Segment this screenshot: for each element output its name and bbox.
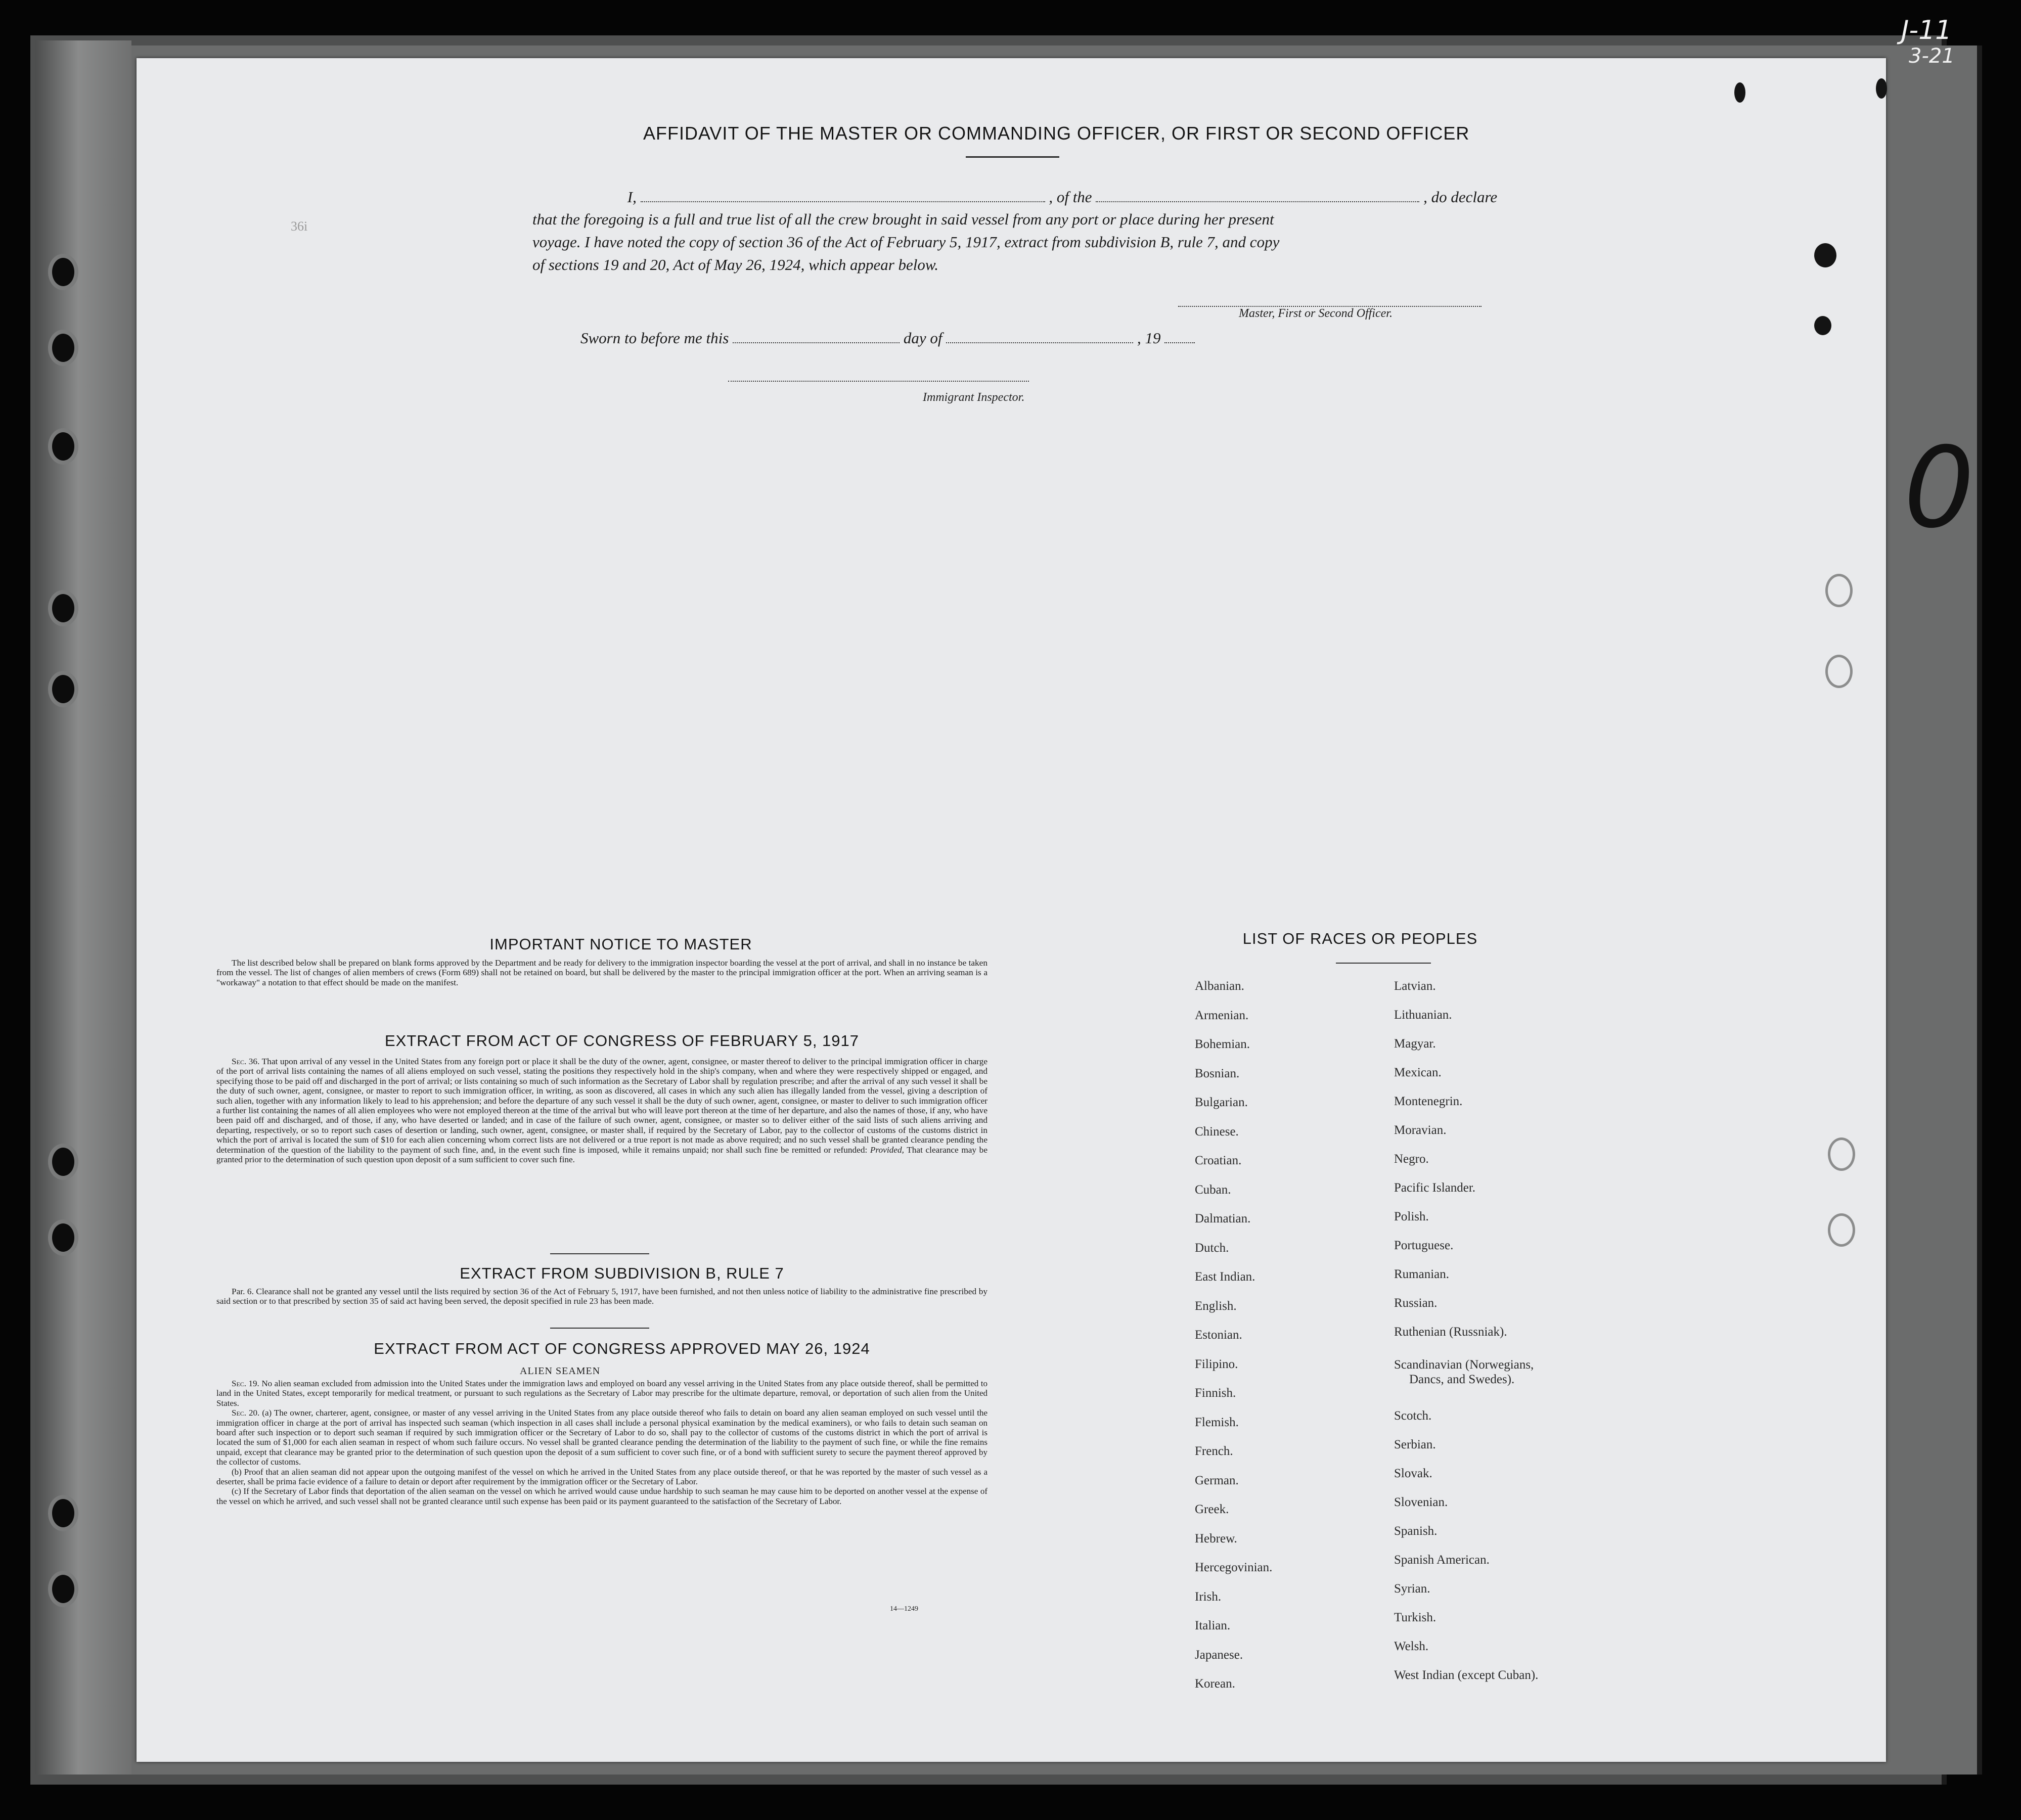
race-item: East Indian. [1195,1270,1255,1284]
race-item: Italian. [1195,1619,1231,1632]
sec19-label: Sec. 19. [232,1379,259,1388]
section-rule [550,1328,649,1329]
race-item: Welsh. [1394,1640,1429,1653]
race-item: Bulgarian. [1195,1096,1248,1109]
punch-hole [1814,243,1836,267]
race-item: Mexican. [1394,1066,1442,1079]
extract-rule7-body: Par. 6. Clearance shall not be granted any vessel until the lists required by section 36 of the Act of February 5, 1917, have been furnished, and not then unless notice of liability to the administrative fine prescribed by said section or to that prescribed by section 35 of said act having been served, the deposit specified in rule 23 has been made. [216,1287,987,1306]
race-item: Croatian. [1195,1154,1242,1167]
race-item: Serbian. [1394,1438,1436,1451]
race-item: Slovak. [1394,1467,1432,1480]
race-item: Negro. [1394,1152,1429,1166]
corner-note-top: J-11 [1901,15,1952,46]
race-item: Irish. [1195,1589,1222,1604]
sec20-label: Sec. 20. [232,1408,260,1418]
punch-hole [52,432,74,461]
extract-1924-title: EXTRACT FROM ACT OF CONGRESS APPROVED MAY 26, 1924 [374,1340,870,1357]
race-item: Slovenian. [1394,1495,1448,1509]
faint-stamp: 36i [291,219,308,234]
punch-hole [1814,316,1831,335]
sec20a-paragraph [216,1408,987,1467]
affidavit-line-2: that the foregoing is a full and true list of all the crew brought in said vessel from any port or place during her present [532,210,1274,228]
affidavit-i-label: I, [627,188,637,206]
race-item: Scotch. [1394,1409,1432,1423]
punch-hole [52,258,74,286]
notice-title: IMPORTANT NOTICE TO MASTER [489,935,752,953]
race-item: Finnish. [1195,1386,1236,1400]
corner-note-bottom: 3-21 [1909,44,1955,68]
race-item: Hebrew. [1195,1531,1237,1545]
race-item: Japanese. [1195,1648,1243,1662]
race-item: Moravian. [1394,1123,1447,1137]
punch-hole [52,1499,74,1527]
sec19-text: No alien seaman excluded from admission into the United States under the immigration laws and employed on board any vessel arriving in the United States from any place outside thereof, shall be permitted to land in the United States, except temporarily for medical treatment, or pursuant to such regulations as the Secretary of Labor may prescribe for the ultimate departure, removal, or deportation of such alien from the United States. [216,1379,987,1408]
race-item: Portuguese. [1394,1239,1454,1252]
race-item: Spanish American. [1394,1553,1490,1567]
extract-1917-body [216,1057,987,1164]
extract-rule7-title: EXTRACT FROM SUBDIVISION B, RULE 7 [460,1264,784,1282]
punch-hole-outline [1825,574,1853,607]
race-item: Scandinavian (Norwegians, [1394,1358,1534,1372]
punch-hole [52,675,74,703]
races-title: LIST OF RACES OR PEOPLES [1242,930,1478,947]
race-item: Bosnian. [1195,1066,1240,1080]
race-item: Filipino. [1195,1357,1238,1371]
race-item: Lithuanian. [1394,1008,1452,1022]
race-item: Dancs, and Swedes). [1409,1373,1515,1386]
sec20b-paragraph: (b) Proof that an alien seaman did not appear upon the outgoing manifest of the vessel on which he arrived in the United States from any place outside thereof, or that he was reported by the master of such vessel as a deserter, shall be prima facie evidence of a failure to detain or deport after requirement by the immigration officer or the Secretary of Labor. [216,1467,987,1487]
document-page [137,58,1974,1762]
proviso-text: That clearance may be granted prior to the determination of such question upon deposit of a sum sufficient to cover such fine. [216,1145,987,1165]
race-item: Estonian. [1195,1328,1242,1342]
race-item: Cuban. [1195,1182,1231,1197]
race-item: West Indian (except Cuban). [1394,1668,1539,1682]
day-of-label: day of [903,329,942,347]
of-the-label: , of the [1049,188,1092,206]
handwritten-mark: 0 [1904,423,1974,553]
notice-body: The list described below shall be prepared on blank forms approved by the Department and be ready for delivery to the immigration inspector boarding the vessel at the port of arrival, and shall in no instance be taken from the vessel. The list of changes of alien members of crews (Form 689) shall not be retained on board, but shall be delivered by the master to the principal immigration officer at the port. When an arriving seaman is a "workaway" a notation to that effect should be made on the manifest. [216,958,987,987]
race-item: Dutch. [1195,1241,1229,1255]
punch-hole-outline [1825,655,1853,688]
races-title-rule [1336,963,1431,964]
vessel-blank [1096,191,1419,202]
name-blank [641,191,1045,202]
race-item: Dalmatian. [1195,1212,1251,1225]
sworn-day-blank [733,332,900,343]
sec20c-paragraph: (c) If the Secretary of Labor finds that deportation of the alien seaman on the vessel on which he arrived would cause undue hardship to such seaman he may cause him to be deported on another vessel at the expense of the vessel on which he arrived, and such vessel shall not be granted clearance until such expense has been paid or its payment guaranteed to the satisfaction of the Secretary of Labor. [216,1486,987,1506]
affidavit-line-3: voyage. I have noted the copy of section 36 of the Act of February 5, 1917, extract from subdivision B, rule 7, and copy [532,233,1280,251]
race-item: Magyar. [1394,1037,1436,1051]
declare-label: , do declare [1423,188,1498,206]
punch-hole [52,1148,74,1176]
punch-hole-outline [1828,1138,1855,1171]
proviso-label: Provided, [870,1145,904,1155]
sec36-label: Sec. 36. [232,1057,260,1066]
race-item: Hercegovinian. [1195,1561,1273,1574]
sworn-year-blank [1164,332,1195,343]
race-item: Rumanian. [1394,1267,1450,1281]
race-item: Turkish. [1394,1611,1436,1624]
race-item: English. [1195,1299,1237,1313]
affidavit-line-4: of sections 19 and 20, Act of May 26, 1924, which appear below. [532,256,939,274]
race-item: Spanish. [1394,1524,1438,1538]
punch-hole [52,1575,74,1603]
sec36-text: That upon arrival of any vessel in the United States from any foreign port or place it shall be the duty of the owner, agent, consignee, or master thereof to deliver to the principal immigration officer in charge of the port of arrival lists containing the names of all aliens employed on such vessel, stating the positions they respectively hold in the ship's company, when and where they were respectively shipped or engaged, and specifying those to be paid off and discharged in the port of arrival; or lists containing so much of such information as the Secretary of Labor shall by regulation prescribe; and after the arrival of any such vessel it shall be the duty of such owner, agent, consignee, or master to report to such immigration officer, in writing, as soon as discovered, all cases in which any such alien has illegally landed from the vessel, giving a description of such alien, together with any information likely to lead to his apprehension; and before the departure of any such vessel it shall be the duty of such owner, agent, consignee, or master to deliver to such immigration officer a further list containing the names of all alien employees who were not employed thereon at the time of the arrival but who will leave port thereon at the time of her departure, and also the names of those, if any, who have been paid off and discharged, and of those, if any, who have deserted or landed; and in case of the failure of such owner, agent, consignee, or master so to deliver either of the said lists of such aliens arriving and departing, respectively, or so to report such cases of desertion or landing, such owner, agent, consignee, or master shall, if required by the Secretary of Labor, pay to the collector of customs of the customs district in which the port of arrival is located the sum of $10 for each alien concerning whom correct lists are not delivered or a true report is not made as above required; and no such vessel shall be granted clearance pending the determination of the question of the liability to the payment of such fine, and, in the event such fine is imposed, while it remains unpaid; nor shall such fine be remitted or refunded: [216,1057,988,1155]
form-number: 14—1249 [890,1605,918,1613]
race-item: French. [1195,1444,1233,1458]
punch-hole-outline [1828,1213,1855,1247]
affidavit-line-1 [579,186,1532,208]
section-rule [550,1253,649,1254]
master-caption: Master, First or Second Officer. [1239,307,1393,320]
year-label: , 19 [1137,329,1161,347]
alien-seamen-subtitle: ALIEN SEAMEN [520,1366,601,1377]
race-item: Syrian. [1394,1582,1430,1596]
race-item: Latvian. [1394,979,1436,993]
title-rule [966,156,1059,158]
race-item: Albanian. [1195,979,1244,993]
extract-1924-body [216,1379,987,1506]
punch-hole [1734,82,1745,103]
punch-hole [1876,78,1887,99]
race-item: Chinese. [1195,1124,1239,1139]
race-item: Pacific Islander. [1394,1181,1476,1195]
affidavit-title: AFFIDAVIT OF THE MASTER OR COMMANDING OFFICER, OR FIRST OR SECOND OFFICER [643,123,1470,144]
sec20a-text: (a) The owner, charterer, agent, consignee, or master of any vessel arriving in the United States from any place outside thereof who fails to detain on board any alien seaman employed on such vessel until the immigration officer in charge at the port of arrival has inspected such seaman (which inspection in all cases shall include a personal physical examination by the medical examiners), or who fails to detain such seaman on board after such inspection or to deport such seaman if required by such immigration officer or the Secretary of Labor to do so, shall pay to the collector of customs of the customs district in which the port of arrival is located the sum of $1,000 for each alien seaman in respect of whom such failure occurs. No vessel shall be granted clearance pending the determination of the liability to the payment of such fine, or while the fine remains unpaid, except that clearance may be granted prior to the determination of such question upon the deposit of a sum sufficient to cover such fine, or of a bond with sufficient surety to secure the payment thereof approved by the collector of customs. [216,1408,988,1467]
race-item: Montenegrin. [1394,1095,1463,1108]
sec19-paragraph [216,1379,987,1408]
race-item: Russian. [1394,1296,1438,1310]
race-item: German. [1195,1473,1239,1487]
punch-hole [52,334,74,362]
sworn-line [580,327,1195,349]
race-item: Korean. [1195,1677,1235,1691]
punch-hole [52,594,74,622]
sworn-label: Sworn to before me this [580,329,729,347]
extract-1917-title: EXTRACT FROM ACT OF CONGRESS OF FEBRUARY 5, 1917 [384,1032,860,1050]
punch-hole [52,1223,74,1252]
race-item: Polish. [1394,1210,1429,1223]
inspector-caption: Immigrant Inspector. [923,391,1025,404]
race-item: Greek. [1195,1503,1229,1516]
race-item: Bohemian. [1195,1037,1250,1051]
race-item: Armenian. [1195,1008,1249,1022]
inspector-signature-line [728,381,1029,382]
race-item: Flemish. [1195,1415,1239,1429]
race-item: Ruthenian (Russniak). [1394,1325,1507,1339]
sworn-month-blank [946,332,1133,343]
binding-strip [35,40,131,1774]
